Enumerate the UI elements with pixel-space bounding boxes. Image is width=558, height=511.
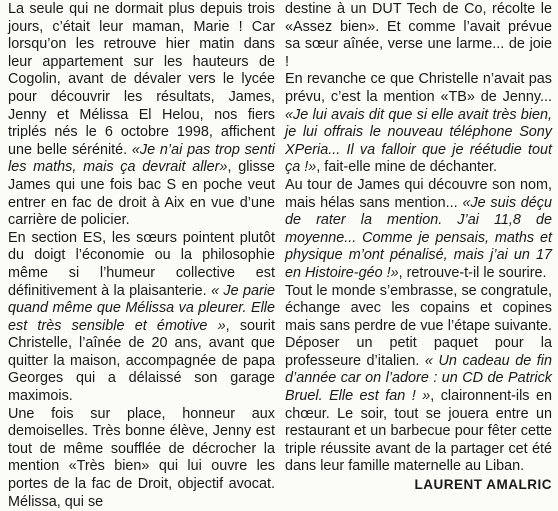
quote-text: «Je suis déçu de rater la mention. J’ai 11,8 de moyenne... Comme je pensais, maths et physique m’ont pénalisé, mais j’ai un 17 en Histoire-géo !» <box>285 194 552 281</box>
quote-text: « Je parie quand même que Mélissa va pleurer. Elle est très sensible et émotive » <box>8 282 275 334</box>
quote-text: «Je lui avais dit que si elle avait très bien, je lui offrais le nouveau téléphone Sony XPeria... Il va falloir que je réétudie tout ça !» <box>285 106 552 176</box>
article-paragraph <box>285 1 552 71</box>
body-text: , claironnent-ils en chœur. Le soir, tout se jouera entre un restaurant et un barbecue pour fêter cette triple réussite avant de la partager cet été dans leur famille maternelle au Liban. <box>285 388 552 475</box>
body-text: , retrouve-t-il le sourire. <box>398 264 547 281</box>
author-byline: LAURENT AMALRIC <box>414 477 552 493</box>
body-text: Au tour de James qui découvre son nom, mais hélas sans mention... <box>285 176 552 211</box>
body-text: Tout le monde s’embrasse, se congratule, échange avec les copains et copines mais sans perdre de vue l’étape suivante. Déposer un petit paquet pour la professeure d’italien. <box>285 282 552 369</box>
body-text: , fait-elle mine de déchanter. <box>316 159 497 176</box>
article-paragraph <box>285 177 552 283</box>
article-paragraph <box>8 406 275 511</box>
article-paragraph <box>285 282 552 493</box>
article-column-right <box>285 1 552 493</box>
quote-text: « Un cadeau de fin d’année car on l’adore : un CD de Patrick Bruel. Elle est fan ! » <box>285 352 552 405</box>
body-text: En section ES, les sœurs pointent plutôt du doigt l’économie ou la philosophie même si l’humeur collective est définitivement à la plaisanterie. <box>8 229 275 299</box>
article-paragraph <box>8 1 275 230</box>
body-text: La seule qui ne dormait plus depuis trois jours, c’était leur maman, Marie ! Car lorsqu’on les retrouve hier matin dans leur appartement sur les hauteurs de Cogolin, avant de dévaler vers le lycée pour découvrir les résultats, James, Jenny et Mélissa El Helou, nos fiers triplés nés le 6 octobre 1998, affichent une belle sérénité. <box>8 1 275 158</box>
quote-text: «Je n’ai pas trop senti les maths, mais ça devrait aller» <box>8 141 275 176</box>
body-text: , sourit Christelle, l’aînée de 20 ans, avant que quitter la maison, accompagnée de papa Georges qui a délaissé son garage maximois. <box>8 317 276 405</box>
article-paragraph <box>8 230 275 406</box>
article-column-left <box>8 1 276 510</box>
body-text: , glisse James qui une fois bac S en poche veut entrer en fac de droit à Aix en vue d’une carrière de policier. <box>8 159 276 229</box>
body-text: destine à un DUT Tech de Co, récolte le «Assez bien». Et comme l’avait prévue sa sœur aînée, verse une larme... de joie ! <box>285 1 552 70</box>
article-paragraph <box>285 71 552 177</box>
body-text: En revanche ce que Christelle n’avait pas prévu, c’est la mention «TB» de Jenny... <box>285 71 552 105</box>
body-text: Une fois sur place, honneur aux demoiselles. Très bonne élève, Jenny est tout de même soufflée de décrocher la mention «Très bien» qui lui ouvre les portes de la fac de Droit, objectif avocat. Mélissa, qui se <box>8 405 275 510</box>
